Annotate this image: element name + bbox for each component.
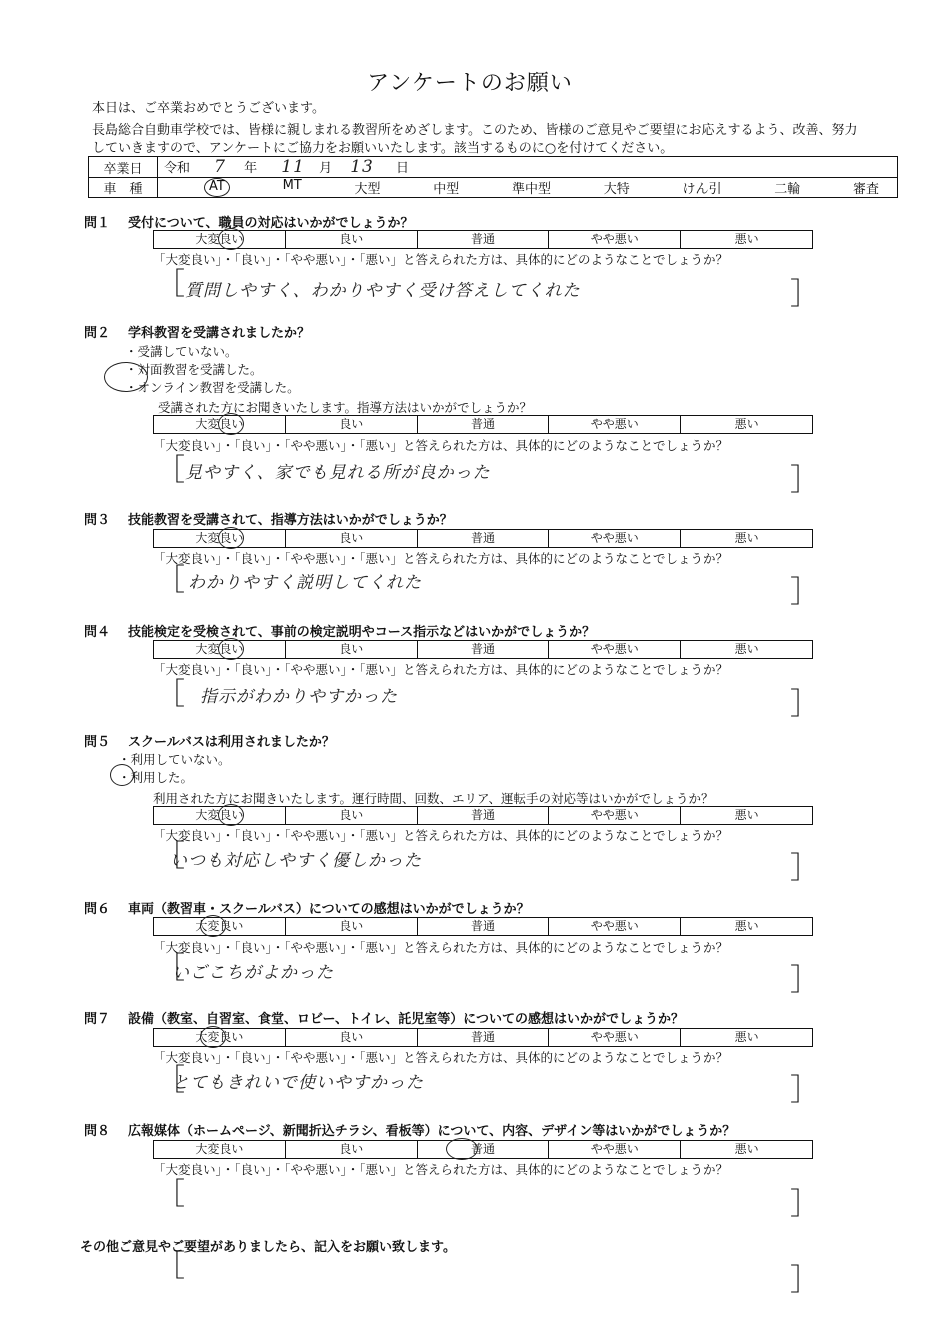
comment-prompt: 「大変良い」・「良い」・「やや悪い」・「悪い」と答えられた方は、具体的にどのようなことでしょうか？: [153, 662, 729, 677]
bracket-open: ［: [155, 839, 185, 874]
comment-answer-q1[interactable]: 質問しやすく、わかりやすく受け答えしてくれた: [185, 281, 581, 301]
rating-good[interactable]: 良い: [286, 918, 418, 935]
rating-scale-q4[interactable]: [153, 640, 813, 659]
question-5-title: [84, 731, 335, 750]
rating-good[interactable]: 良い: [286, 1141, 418, 1158]
bracket-close: ］: [790, 1187, 820, 1222]
rating-very-good[interactable]: 大変良い: [154, 641, 286, 658]
rating-scale-q5[interactable]: [153, 806, 813, 825]
page-title: アンケートのお願い: [367, 71, 573, 96]
rating-very-good[interactable]: 大変良い: [154, 807, 286, 824]
bracket-close: ］: [790, 575, 820, 610]
rating-normal[interactable]: 普通: [418, 1029, 550, 1046]
handwritten-circle: [218, 413, 244, 435]
handwritten-circle: [200, 1026, 226, 1048]
comment-answer-q3[interactable]: わかりやすく説明してくれた: [188, 573, 422, 593]
sub-question: 利用された方にお聞きいたします。運行時間、回数、エリア、運転手の対応等はいかがでしょうか？: [153, 791, 714, 806]
rating-bad[interactable]: 悪い: [734, 232, 759, 246]
question-number: 問６: [84, 902, 111, 917]
option-not-attended[interactable]: ・受講していない。: [125, 344, 238, 359]
rating-scale-q3[interactable]: [153, 529, 813, 548]
question-text: 設備（教室、自習室、食堂、ロビー、トイレ、託児室等）についての感想はいかがでしょうか？: [128, 1012, 685, 1027]
bracket-open: ［: [155, 677, 185, 712]
rating-normal[interactable]: 普通: [418, 807, 550, 824]
rating-very-good[interactable]: 大変良い: [154, 231, 286, 248]
question-text: スクールバスは利用されましたか？: [128, 735, 335, 750]
comment-prompt: 「大変良い」・「良い」・「やや悪い」・「悪い」と答えられた方は、具体的にどのようなことでしょうか？: [153, 1050, 729, 1065]
question-number: 問４: [84, 625, 111, 640]
intro-line: していきますので、アンケートにご協力をお願いいたします。該当するものに○を付けてください。: [92, 141, 674, 156]
option-label: 利用していない。: [130, 752, 231, 767]
vehicle-option-large[interactable]: 大型: [354, 182, 381, 197]
rating-bad[interactable]: 悪い: [734, 1142, 759, 1156]
rating-good[interactable]: 良い: [286, 231, 418, 248]
handwritten-circle: [110, 764, 134, 786]
bracket-open: ［: [155, 1063, 185, 1098]
rating-good[interactable]: 良い: [286, 1029, 418, 1046]
bracket-open: ［: [155, 563, 185, 598]
month-unit: 月: [319, 161, 333, 176]
option-online[interactable]: ・オンライン教習を受講した。: [125, 380, 300, 395]
vehicle-option-towing[interactable]: けん引: [682, 182, 722, 197]
question-text: 受付について、職員の対応はいかがでしょうか？: [128, 216, 414, 231]
question-number: 問７: [84, 1012, 111, 1027]
vehicle-option-medium[interactable]: 中型: [433, 182, 460, 197]
vehicle-option-special[interactable]: 大特: [603, 182, 630, 197]
rating-very-good[interactable]: 大変良い: [154, 416, 286, 433]
rating-somewhat-bad[interactable]: やや悪い: [549, 1141, 681, 1158]
question-number: 問５: [84, 735, 111, 750]
comment-answer-q5[interactable]: いつも対応しやすく優しかった: [170, 851, 422, 871]
question-1-title: [84, 212, 413, 231]
rating-bad[interactable]: 悪い: [734, 417, 759, 431]
comment-prompt: 「大変良い」・「良い」・「やや悪い」・「悪い」と答えられた方は、具体的にどのようなことでしょうか？: [153, 438, 729, 453]
rating-very-good[interactable]: 大変良い: [154, 1141, 286, 1158]
rating-good[interactable]: 良い: [286, 416, 418, 433]
vehicle-options: [158, 178, 898, 198]
bracket-close: ］: [790, 277, 820, 312]
comment-answer-q4[interactable]: 指示がわかりやすかった: [200, 687, 398, 707]
vehicle-option-at[interactable]: AT: [204, 178, 230, 197]
day-value: 13: [350, 157, 374, 177]
handwritten-circle: [200, 915, 226, 937]
vehicle-option-motorcycle[interactable]: 二輪: [774, 182, 801, 197]
rating-normal[interactable]: 普通: [418, 641, 550, 658]
rating-scale-q2[interactable]: [153, 415, 813, 434]
question-4-title: [84, 621, 595, 640]
bracket-close: ］: [790, 687, 820, 722]
question-number: 問１: [84, 216, 111, 231]
rating-very-good[interactable]: 大変良い: [154, 530, 286, 547]
question-number: 問８: [84, 1124, 111, 1139]
rating-good[interactable]: 良い: [286, 807, 418, 824]
option-label: 受講していない。: [137, 344, 238, 359]
vehicle-option-semi-medium[interactable]: 準中型: [511, 182, 551, 197]
bracket-open: ［: [155, 267, 185, 302]
rating-somewhat-bad[interactable]: やや悪い: [549, 1029, 681, 1046]
option-bus-not-used[interactable]: ・利用していない。: [118, 752, 231, 767]
graduation-label: 卒業日: [89, 157, 158, 178]
bracket-close: ］: [790, 1263, 820, 1298]
bracket-close: ］: [790, 463, 820, 498]
bracket-close: ］: [790, 963, 820, 998]
handwritten-circle: [218, 527, 244, 549]
vehicle-option-mt[interactable]: MT: [282, 178, 302, 193]
rating-good[interactable]: 良い: [286, 530, 418, 547]
rating-somewhat-bad[interactable]: やや悪い: [549, 918, 681, 935]
bracket-open: ［: [155, 1177, 185, 1212]
option-label: オンライン教習を受講した。: [137, 380, 300, 395]
comment-answer-q7[interactable]: とてもきれいで使いやすかった: [172, 1073, 424, 1093]
era: 令和: [164, 161, 191, 176]
rating-bad[interactable]: 悪い: [734, 1030, 759, 1044]
handwritten-circle: [104, 362, 148, 392]
final-comment-title: その他ご意見やご要望がありましたら、記入をお願い致します。: [80, 1240, 456, 1255]
rating-bad[interactable]: 悪い: [734, 919, 759, 933]
bracket-close: ］: [790, 851, 820, 886]
option-in-person[interactable]: ・対面教習を受講した。: [125, 362, 263, 377]
bracket-open: ［: [155, 453, 185, 488]
question-text: 技能検定を受検されて、事前の検定説明やコース指示などはいかがでしょうか？: [128, 625, 596, 640]
rating-normal[interactable]: 普通: [418, 1141, 550, 1158]
rating-somewhat-bad[interactable]: やや悪い: [549, 641, 681, 658]
month-value: 11: [281, 157, 305, 177]
rating-bad[interactable]: 悪い: [734, 808, 759, 822]
option-bus-used[interactable]: ・利用した。: [118, 770, 194, 785]
year-value: 7: [214, 157, 226, 177]
sub-question: 受講された方にお聞きいたします。指導方法はいかがでしょうか？: [158, 400, 533, 415]
bracket-open: ［: [155, 951, 185, 986]
rating-very-good[interactable]: 大変良い: [154, 1029, 286, 1046]
rating-good[interactable]: 良い: [286, 641, 418, 658]
comment-prompt: 「大変良い」・「良い」・「やや悪い」・「悪い」と答えられた方は、具体的にどのようなことでしょうか？: [153, 252, 729, 267]
comment-prompt: 「大変良い」・「良い」・「やや悪い」・「悪い」と答えられた方は、具体的にどのようなことでしょうか？: [153, 551, 729, 566]
question-3-title: [84, 509, 453, 528]
rating-somewhat-bad[interactable]: やや悪い: [549, 807, 681, 824]
intro-line: 長島総合自動車学校では、皆様に親しまれる教習所をめざします。このため、皆様のご意見やご要望にお応えするよう、改善、努力: [92, 123, 858, 138]
option-label: 対面教習を受講した。: [137, 362, 263, 377]
bracket-open: ［: [155, 1249, 185, 1284]
question-text: 広報媒体（ホームページ、新聞折込チラシ、看板等）について、内容、デザイン等はいかがでしょうか？: [128, 1124, 736, 1139]
rating-scale-q1[interactable]: [153, 230, 813, 249]
question-text: 車両（教習車・スクールバス）についての感想はいかがでしょうか？: [128, 902, 530, 917]
question-number: 問３: [84, 513, 111, 528]
rating-normal[interactable]: 普通: [418, 918, 550, 935]
comment-answer-q6[interactable]: いごこちがよかった: [172, 963, 334, 983]
vehicle-label: 車 種: [89, 178, 158, 198]
handwritten-circle: [218, 228, 244, 250]
bracket-close: ］: [790, 1073, 820, 1108]
rating-scale-q8[interactable]: [153, 1140, 813, 1159]
rating-scale-q6[interactable]: [153, 917, 813, 936]
question-text: 技能教習を受講されて、指導方法はいかがでしょうか？: [128, 513, 453, 528]
rating-normal[interactable]: 普通: [418, 530, 550, 547]
rating-normal[interactable]: 普通: [418, 416, 550, 433]
info-table: [88, 156, 898, 198]
rating-somewhat-bad[interactable]: やや悪い: [549, 416, 681, 433]
rating-bad[interactable]: 悪い: [734, 642, 759, 656]
comment-prompt: 「大変良い」・「良い」・「やや悪い」・「悪い」と答えられた方は、具体的にどのようなことでしょうか？: [153, 940, 729, 955]
graduation-date[interactable]: [158, 157, 898, 178]
question-8-title: [84, 1120, 735, 1139]
rating-somewhat-bad[interactable]: やや悪い: [549, 231, 681, 248]
question-number: 問２: [84, 326, 111, 341]
question-2-title: [84, 322, 310, 341]
rating-bad[interactable]: 悪い: [734, 531, 759, 545]
question-6-title: [84, 898, 530, 917]
comment-prompt: 「大変良い」・「良い」・「やや悪い」・「悪い」と答えられた方は、具体的にどのようなことでしょうか？: [153, 1162, 729, 1177]
handwritten-circle: [446, 1138, 478, 1160]
rating-normal[interactable]: 普通: [418, 231, 550, 248]
vehicle-option-exam[interactable]: 審査: [852, 182, 879, 197]
question-text: 学科教習を受講されましたか？: [128, 326, 311, 341]
intro-line: 本日は、ご卒業おめでとうございます。: [92, 101, 325, 116]
rating-somewhat-bad[interactable]: やや悪い: [549, 530, 681, 547]
handwritten-circle: [218, 638, 244, 660]
handwritten-circle: [218, 804, 244, 826]
rating-scale-q7[interactable]: [153, 1028, 813, 1047]
rating-very-good[interactable]: 大変良い: [154, 918, 286, 935]
option-label: 利用した。: [130, 770, 194, 785]
comment-prompt: 「大変良い」・「良い」・「やや悪い」・「悪い」と答えられた方は、具体的にどのようなことでしょうか？: [153, 828, 729, 843]
year-unit: 年: [244, 161, 258, 176]
question-7-title: [84, 1008, 684, 1027]
day-unit: 日: [396, 161, 410, 176]
comment-answer-q2[interactable]: 見やすく、家でも見れる所が良かった: [185, 463, 491, 483]
